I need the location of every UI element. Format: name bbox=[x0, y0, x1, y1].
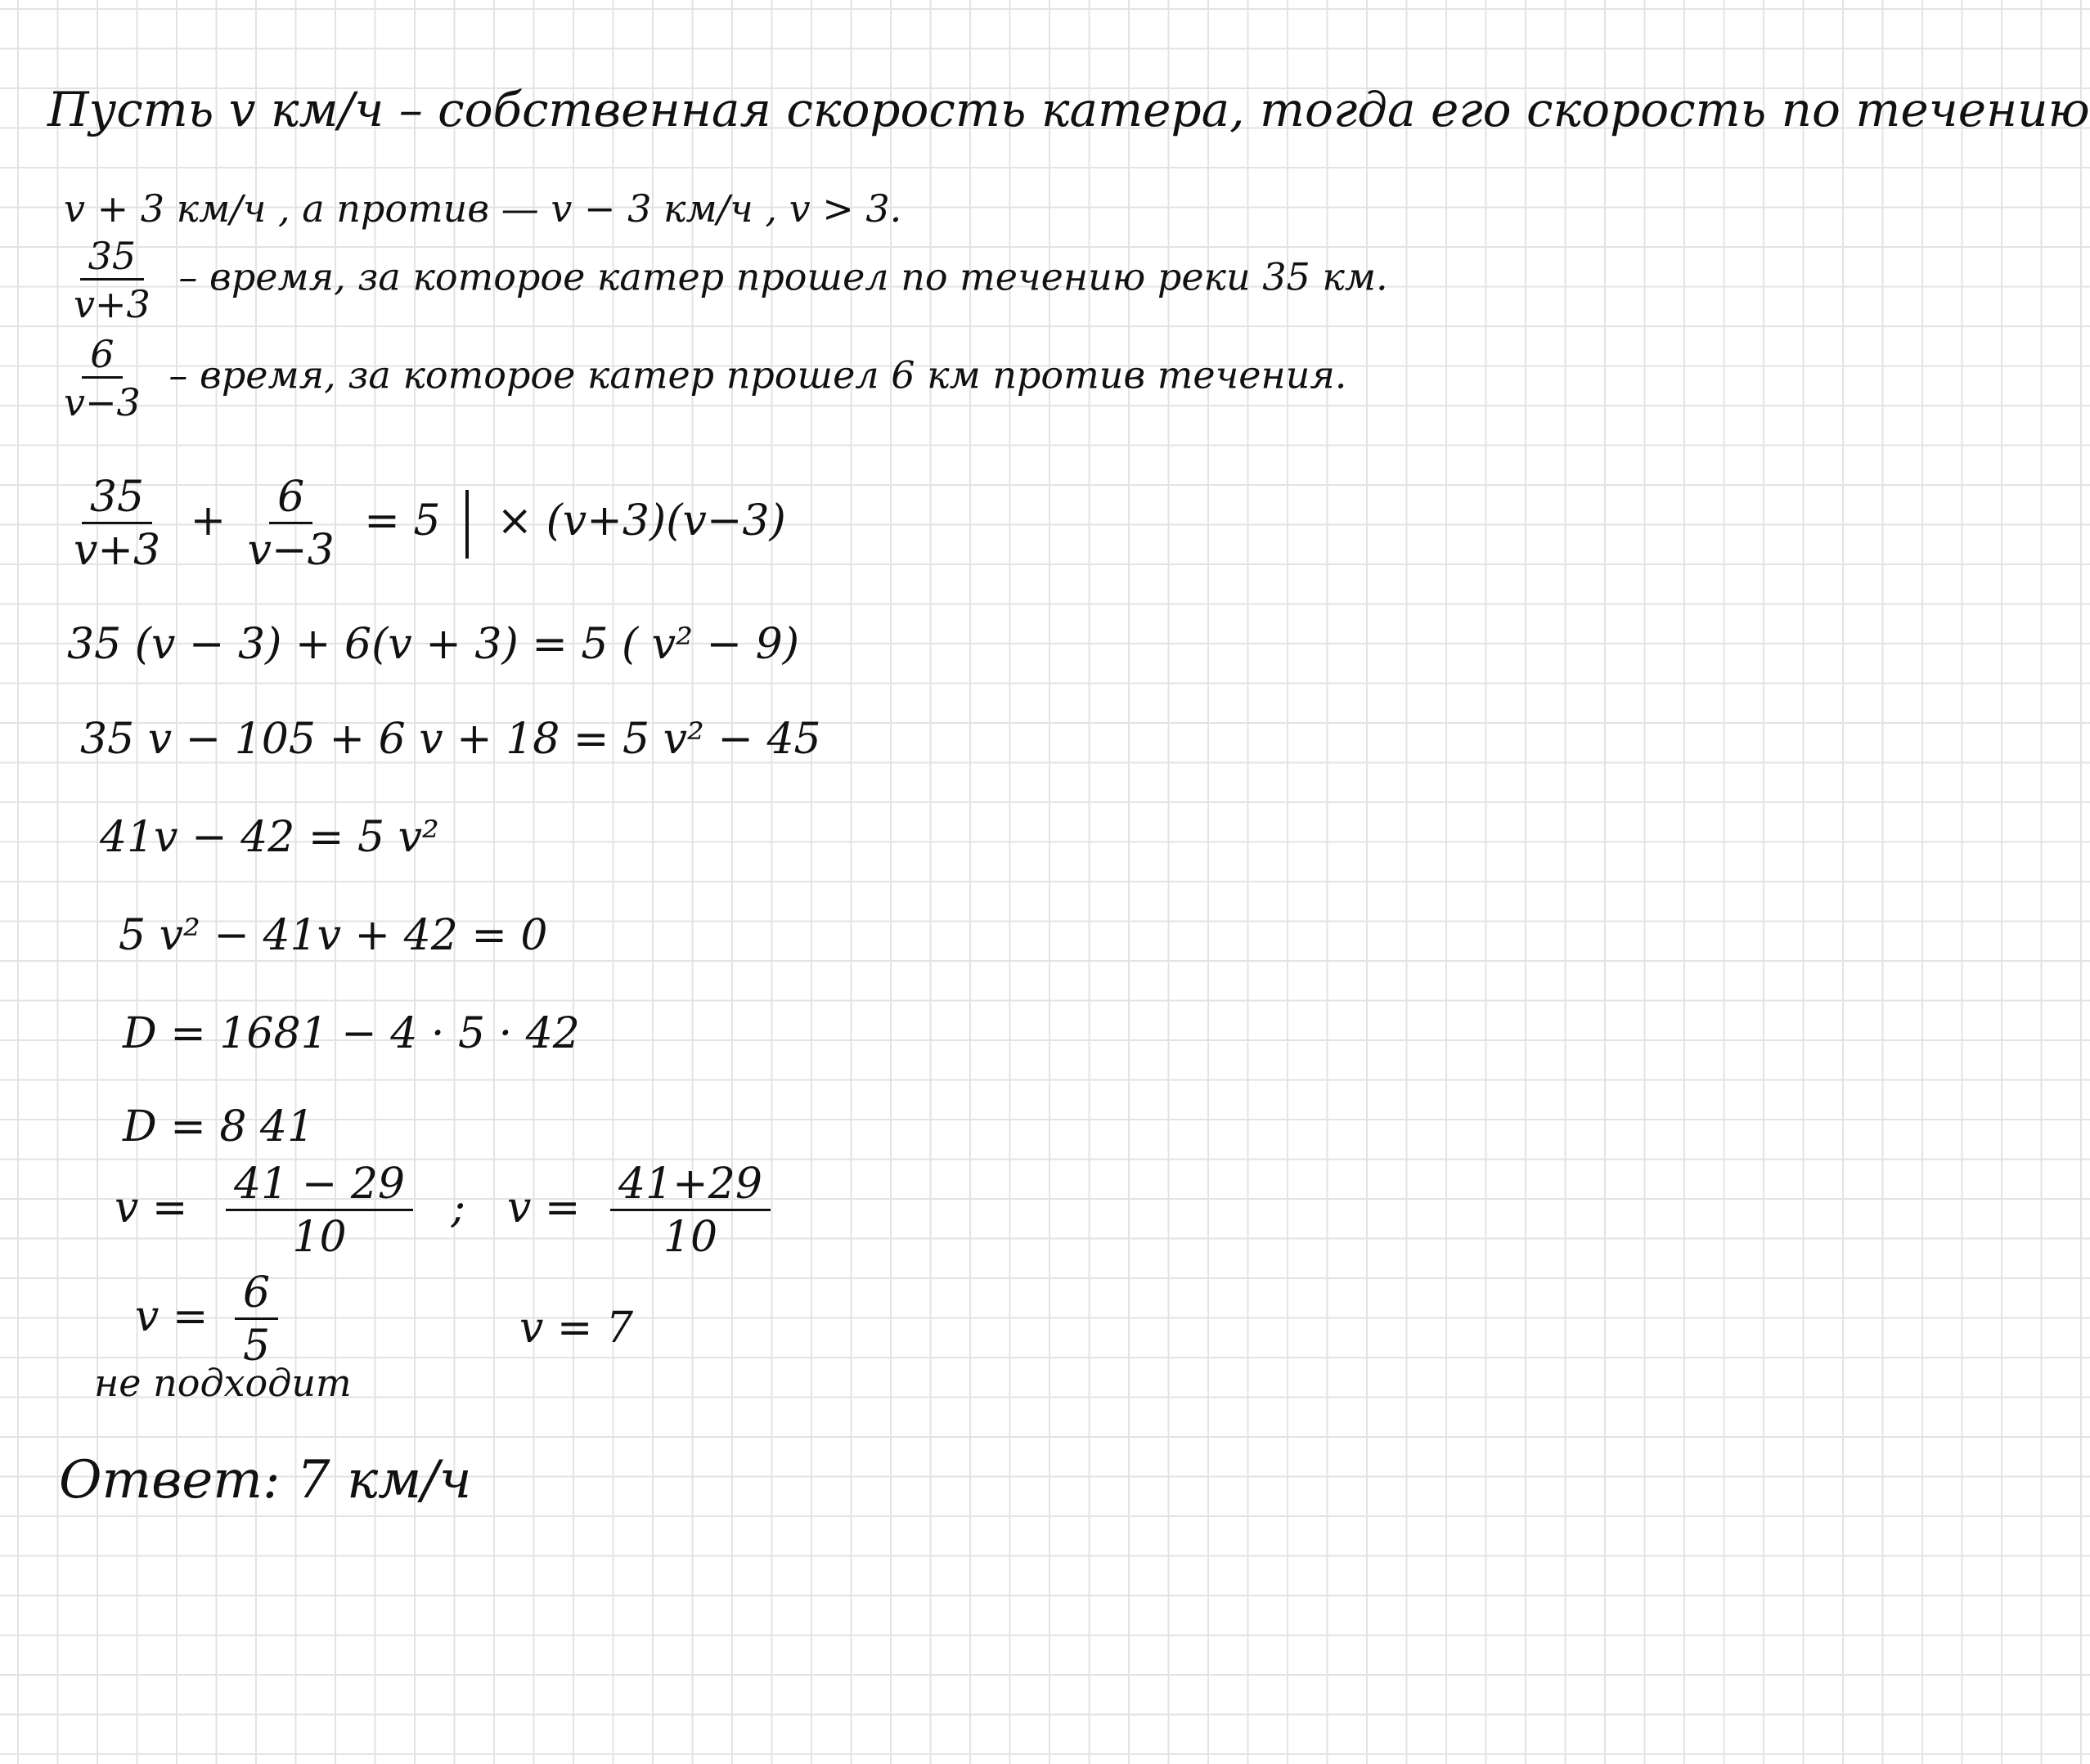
root-2-fraction bbox=[610, 1160, 771, 1262]
discriminant-1: D = 1681 − 4 · 5 · 42 bbox=[123, 1009, 580, 1058]
fraction-denominator: v−3 bbox=[64, 380, 141, 424]
intro-line-2: v + 3 км/ч , а против — v − 3 км/ч , v > 3. bbox=[64, 186, 902, 231]
time-downstream-line bbox=[65, 234, 1388, 326]
multiplier-text: × (v+3)(v−3) bbox=[497, 496, 786, 545]
plus-sign: + bbox=[190, 496, 227, 545]
main-fraction-1 bbox=[65, 473, 169, 575]
root-1-formula bbox=[115, 1160, 466, 1262]
fraction-numerator: 6 bbox=[269, 476, 312, 524]
fraction-denominator: 10 bbox=[663, 1213, 718, 1262]
final-answer: Ответ: 7 км/ч bbox=[59, 1450, 472, 1510]
step-1: 35 (v − 3) + 6(v + 3) = 5 ( v² − 9) bbox=[67, 620, 800, 669]
root-2-value: v = 7 bbox=[519, 1304, 634, 1353]
fraction-denominator: 10 bbox=[292, 1213, 347, 1262]
fraction-numerator: 41 − 29 bbox=[226, 1163, 413, 1211]
reject-note: не подходит bbox=[94, 1361, 352, 1405]
intro-line-1: Пусть v км/ч – собственная скорость катера, тогда его скорость по течению bbox=[47, 82, 2090, 137]
time-upstream-fraction bbox=[56, 332, 149, 424]
root-1-fraction bbox=[226, 1160, 413, 1262]
root-1-value-lhs: v = bbox=[135, 1292, 209, 1341]
main-fraction-2 bbox=[240, 473, 343, 575]
time-downstream-text: – время, за которое катер прошел по течению реки 35 км. bbox=[178, 254, 1388, 299]
time-upstream-text: – время, за которое катер прошел 6 км против течения. bbox=[169, 352, 1347, 397]
fraction-denominator: 5 bbox=[243, 1322, 271, 1371]
fraction-numerator: 6 bbox=[235, 1272, 278, 1320]
step-4: 5 v² − 41v + 42 = 0 bbox=[119, 911, 548, 960]
fraction-denominator: v+3 bbox=[74, 282, 151, 326]
equation-rhs: = 5 bbox=[364, 496, 441, 545]
fraction-numerator: 41+29 bbox=[610, 1163, 771, 1211]
fraction-denominator: v+3 bbox=[74, 526, 161, 575]
root-2-lhs: v = bbox=[507, 1183, 581, 1232]
discriminant-2: D = 8 41 bbox=[123, 1102, 315, 1151]
multiply-bar bbox=[465, 490, 469, 559]
root-2-formula bbox=[507, 1160, 779, 1262]
root-1-value-fraction bbox=[235, 1268, 278, 1371]
step-2: 35 v − 105 + 6 v + 18 = 5 v² − 45 bbox=[80, 715, 821, 764]
root-1-lhs: v = bbox=[115, 1183, 188, 1232]
fraction-numerator: 35 bbox=[82, 476, 152, 524]
step-3: 41v − 42 = 5 v² bbox=[100, 813, 439, 862]
root-1-value bbox=[135, 1268, 286, 1371]
time-upstream-line bbox=[56, 332, 1347, 424]
fraction-denominator: v−3 bbox=[247, 526, 335, 575]
time-downstream-fraction bbox=[65, 234, 159, 326]
fraction-numerator: 35 bbox=[80, 237, 145, 281]
main-equation bbox=[65, 473, 786, 575]
root-separator: ; bbox=[451, 1183, 466, 1232]
fraction-numerator: 6 bbox=[82, 335, 122, 379]
